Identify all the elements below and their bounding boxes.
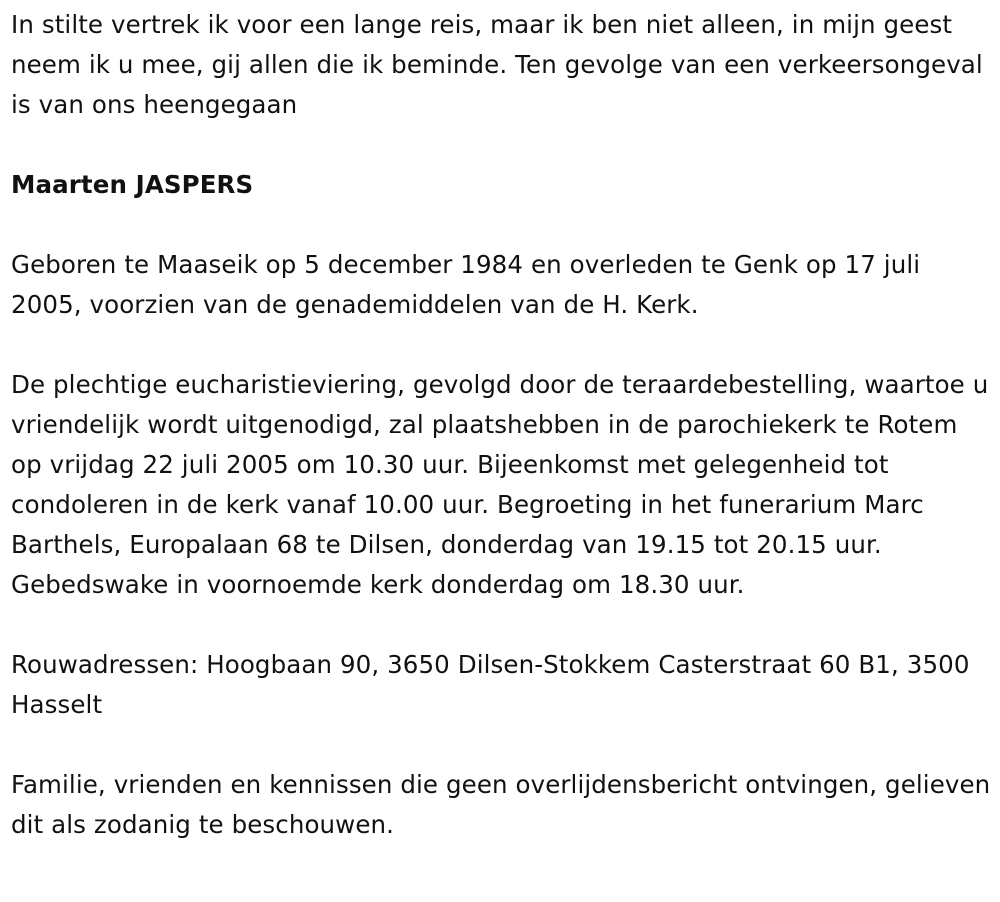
closing-paragraph: Familie, vrienden en kennissen die geen overlijdensbericht ontvingen, gelieven dit als zodanig te beschouwen. [11, 770, 991, 839]
deceased-name: Maarten JASPERS [11, 170, 254, 199]
addresses-paragraph: Rouwadressen: Hoogbaan 90, 3650 Dilsen-Stokkem Casterstraat 60 B1, 3500 Hasselt [11, 650, 970, 719]
intro-paragraph: In stilte vertrek ik voor een lange reis, maar ik ben niet alleen, in mijn geest neem ik u mee, gij allen die ik beminde. Ten gevolge van een verkeersongeval is van ons heengegaan [11, 10, 983, 119]
obituary-notice [11, 5, 996, 845]
birth-death-paragraph: Geboren te Maaseik op 5 december 1984 en overleden te Genk op 17 juli 2005, voorzien van de genademiddelen van de H. Kerk. [11, 250, 921, 319]
ceremony-paragraph: De plechtige eucharistieviering, gevolgd door de teraardebestelling, waartoe u vriendelijk wordt uitgenodigd, zal plaatshebben in de parochiekerk te Rotem op vrijdag 22 juli 2005 om 10.30 uur. Bijeenkomst met gelegenheid tot condoleren in de kerk vanaf 10.00 uur. Begroeting in het funerarium Marc Barthels, Europalaan 68 te Dilsen, donderdag van 19.15 tot 20.15 uur. Gebedswake in voornoemde kerk donderdag om 18.30 uur. [11, 370, 989, 599]
